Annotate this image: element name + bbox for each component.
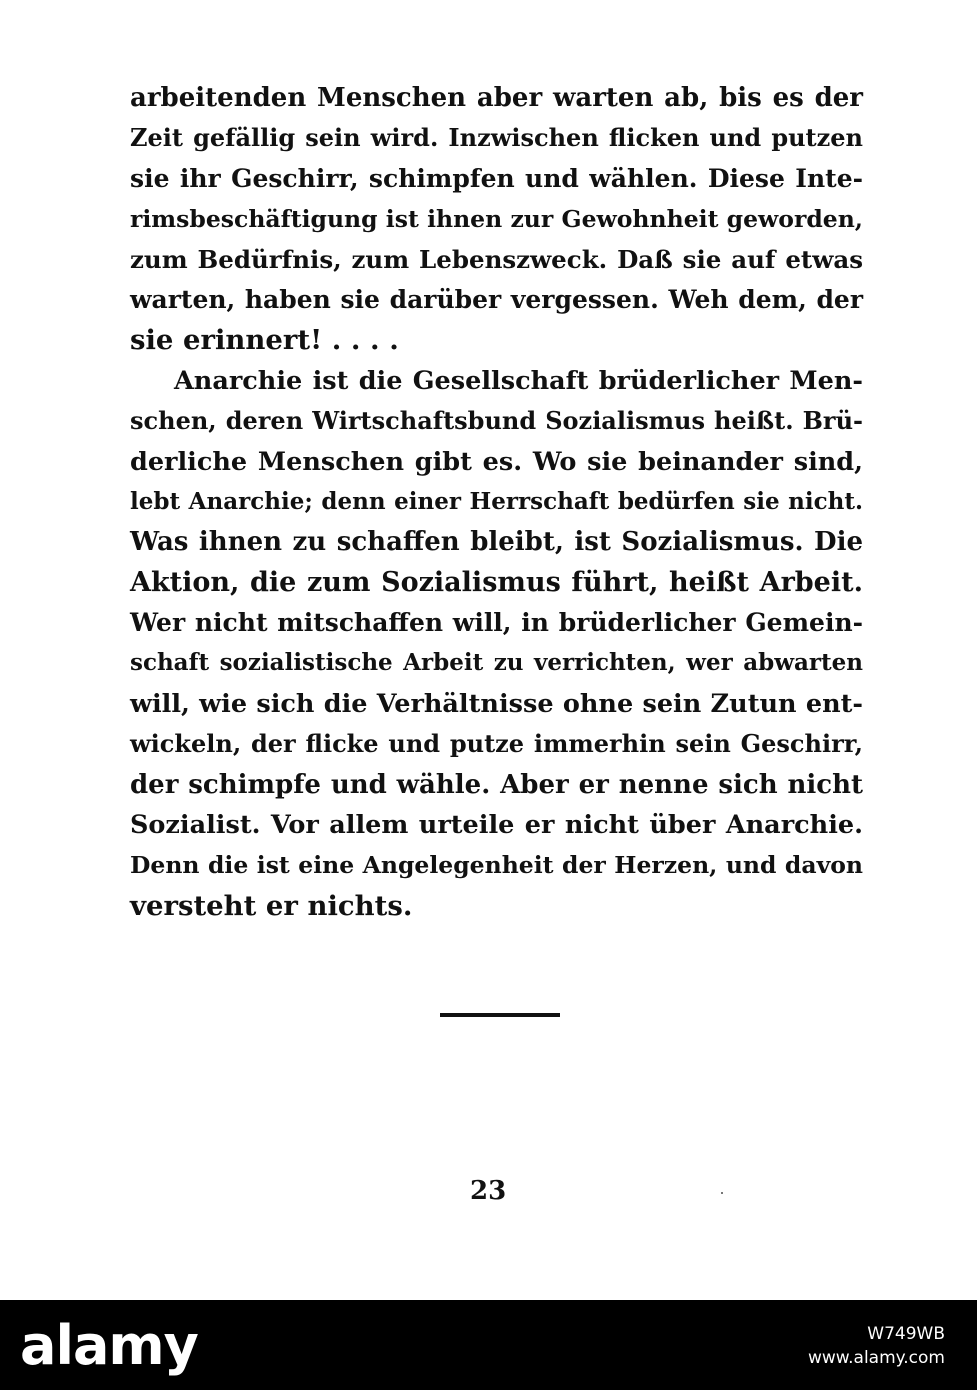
text-line: der schimpfe und wähle. Aber er nenne sich nicht bbox=[130, 769, 863, 800]
text-line: zum Bedürfnis, zum Lebenszweck. Daß sie auf etwas bbox=[130, 244, 863, 274]
watermark-footer bbox=[0, 1300, 977, 1390]
text-line: warten, haben sie darüber vergessen. Weh dem, der bbox=[130, 284, 863, 314]
text-line: arbeitenden Menschen aber warten ab, bis es der bbox=[130, 83, 863, 113]
text-line: schaft sozialistische Arbeit zu verrichten, wer abwarten bbox=[130, 649, 863, 677]
text-line: Sozialist. Vor allem urteile er nicht über Anarchie. bbox=[130, 810, 863, 841]
text-line: Denn die ist eine Angelegenheit der Herzen, und davon bbox=[130, 851, 863, 880]
text-line: sie ihr Geschirr, schimpfen und wählen. Diese Inte- bbox=[130, 163, 863, 193]
body-text bbox=[130, 78, 863, 926]
text-line: versteht er nichts. bbox=[130, 889, 413, 922]
site-url: www.alamy.com bbox=[807, 1348, 945, 1368]
text-line: Aktion, die zum Sozialismus führt, heißt Arbeit. bbox=[130, 566, 863, 598]
section-divider bbox=[440, 1013, 560, 1017]
text-line: Wer nicht mitschaffen will, in brüderlicher Gemein- bbox=[130, 608, 863, 638]
image-id: W749WB bbox=[867, 1324, 945, 1344]
text-line: rimsbeschäftigung ist ihnen zur Gewohnheit geworden, bbox=[130, 205, 863, 234]
alamy-logo: alamy bbox=[20, 1314, 198, 1377]
text-line: will, wie sich die Verhältnisse ohne sein Zutun ent- bbox=[130, 688, 863, 719]
text-line: wickeln, der flicke und putze immerhin sein Geschirr, bbox=[130, 729, 863, 759]
text-line: schen, deren Wirtschaftsbund Sozialismus heißt. Brü- bbox=[130, 406, 863, 436]
scan-speck bbox=[721, 1192, 723, 1194]
footer-info bbox=[808, 1322, 945, 1370]
text-line: derliche Menschen gibt es. Wo sie beinander sind, bbox=[130, 446, 863, 477]
page-number: 23 bbox=[470, 1176, 507, 1206]
text-line: Was ihnen zu schaffen bleibt, ist Sozialismus. Die bbox=[130, 527, 863, 558]
text-line: lebt Anarchie; denn einer Herrschaft bedürfen sie nicht. bbox=[130, 487, 863, 515]
text-line: sie erinnert! . . . . bbox=[130, 324, 399, 357]
text-line: Anarchie ist die Gesellschaft brüderlicher Men- bbox=[174, 365, 863, 396]
text-line: Zeit gefällig sein wird. Inzwischen flicken und putzen bbox=[130, 123, 863, 153]
